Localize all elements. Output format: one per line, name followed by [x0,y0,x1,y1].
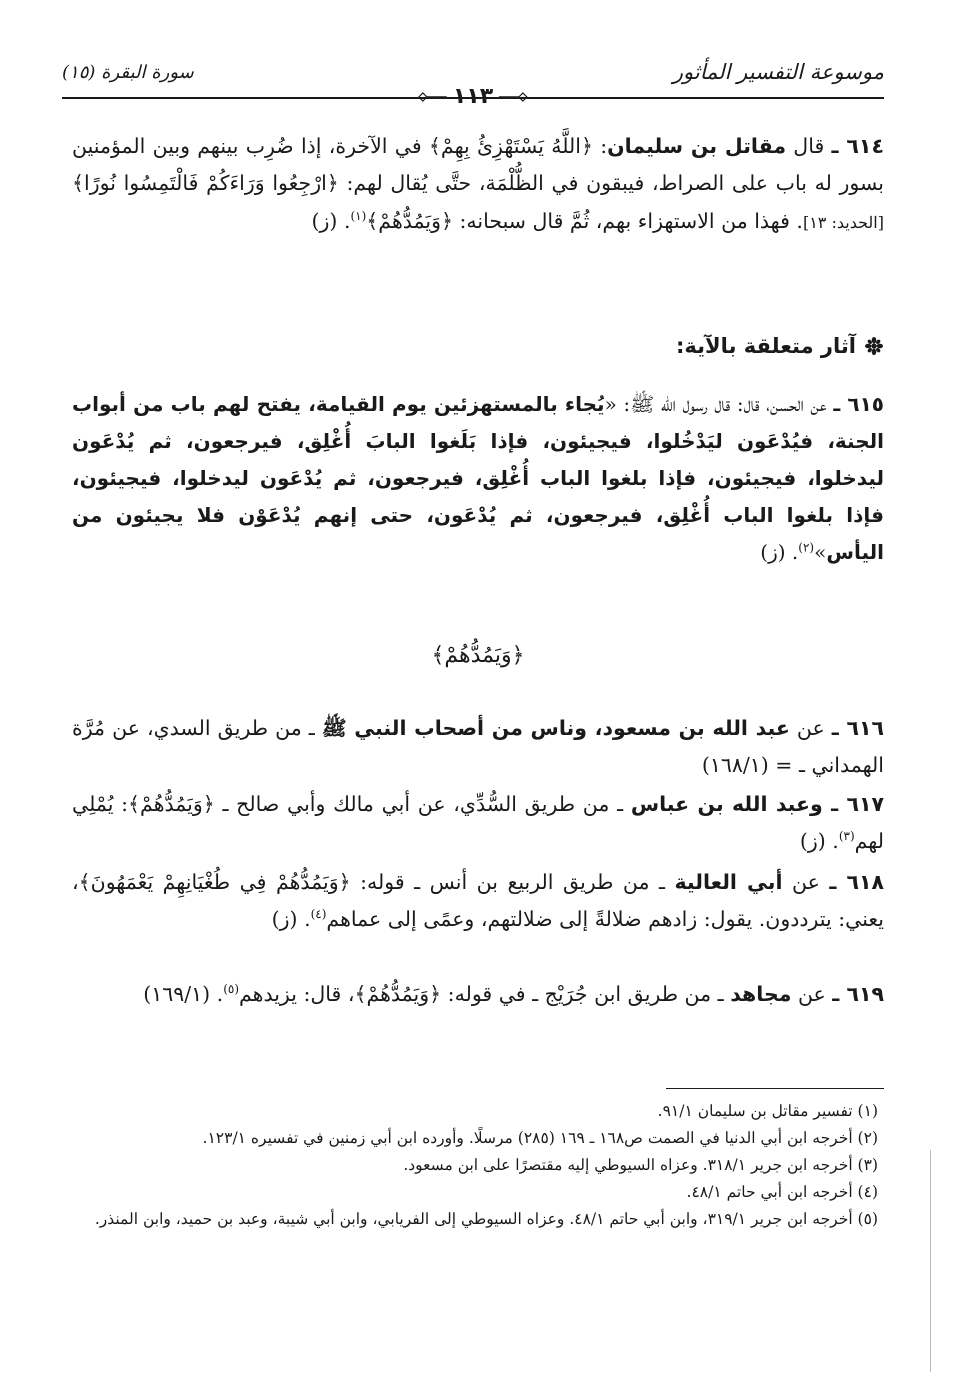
header-divider [62,97,884,99]
narration-616 [72,710,884,784]
quran-quote: ﴿ارْجِعُوا وَرَاءَكُمْ فَالْتَمِسُوا نُورًا﴾ [72,171,339,195]
hadith-text: يُجاء بالمستهزئين يوم القيامة، يفتح لهم باب من أبواب الجنة، فيُدْعَون ليَدْخُلوا، فيجيئون، فإذا بَلَغوا البابَ أُغْلِق، فيرجعون، ثم يُدْعَون ليدخلوا، فيجيئون، فإذا بلغوا الباب أُغْلِق، فيرجعون، ثم يُدْعَون ليدخلوا، فيجيئون، فإذا بلغوا الباب أُغْلِق، فيرجعون، ثم يُدْعَون، حتى إنهم يُدْعَوْن فلا يجيئون من اليأس [72,392,884,564]
narrator-name: أبي العالية [674,870,783,894]
narration-number: ٦١٤ ـ [831,134,884,158]
page-header [62,58,884,109]
narration-number: ٦١٦ ـ [831,716,885,740]
narration-number: ٦١٧ ـ [831,792,884,816]
footnote-marker[interactable]: (٤) [310,907,327,922]
narration-text: ـ من طريق السُّدِّي، عن أبي مالك وأبي صالح ـ [214,792,631,816]
narration-end: . (ز) [760,540,799,564]
narration-618 [72,864,884,938]
quran-quote: ﴿وَيَمُدُّهُمْ﴾ [354,982,442,1006]
narrator-name: مقاتل بن سليمان [607,134,787,158]
quran-quote: ﴿وَيَمُدُّهُمْ فِي طُغْيَانِهِمْ يَعْمَهُونَ﴾ [78,870,351,894]
narration-text: قال [786,134,832,158]
ayah-heading: ﴿وَيَمُدُّهُمْ﴾ [431,643,525,668]
narration-text: عن [782,870,830,894]
narration-text: : يُمْلِي لهم [72,792,884,853]
narration-text: : [592,134,608,158]
footnote-marker[interactable]: (٣) [838,829,855,844]
running-title-surah: سورة البقرة (١٥) [62,62,194,83]
quran-quote: ﴿وَيَمُدُّهُمْ﴾ [366,209,453,233]
narration-text: عن [789,716,832,740]
verse-reference: [الحديد: ١٣] [802,213,884,232]
narration-text: في الآخرة، إذا ضُرِب بينهم وبين المؤمنين بسور له باب على الصراط، فيبقون في الظُّلْمَة، حتَّى يُقال لهم: [72,134,884,195]
narrator-name: وعبد الله بن عباس [630,792,832,816]
narrator-name: عبد الله بن مسعود، وناس من أصحاب النبي ﷺ [321,716,790,740]
footnote-1: (١) تفسير مقاتل بن سليمان ٩١/١. [657,1102,878,1120]
footnote-divider [666,1088,884,1089]
scan-edge-line [930,1150,931,1372]
narration-text: ـ من طريق السدي، عن مُرَّة الهمداني ـ = (١٦٨/١) [72,716,884,777]
narration-614 [72,128,884,241]
narration-text: ، قال: يزيدهم [239,982,355,1006]
footnote-2: (٢) أخرجه ابن أبي الدنيا في الصمت ص١٦٨ ـ ١٦٩ (٢٨٥) مرسلًا. وأورده ابن أبي زمنين في تفسيره ١٢٣/١. [202,1129,878,1147]
running-title-book: موسوعة التفسير المأثور [672,60,884,84]
quote-close: » [814,540,827,564]
quran-quote: ﴿اللَّهُ يَسْتَهْزِئُ بِهِمْ﴾ [428,134,593,158]
footnote-marker[interactable]: (١) [350,209,367,224]
footnote-5: (٥) أخرجه ابن جرير ٣١٩/١، وابن أبي حاتم ٤٨/١. وعزاه السيوطي إلى الفريابي، وابن أبي شيبة، وعبد بن حميد، وابن المنذر. [94,1210,878,1228]
flower-ornament-icon [864,336,884,356]
narration-text: عن [791,982,833,1006]
footnote-3: (٣) أخرجه ابن جرير ٣١٨/١. وعزاه السيوطي إليه مقتصرًا على ابن مسعود. [403,1156,878,1174]
narration-number: ٦١٨ ـ [829,870,884,894]
narration-615 [72,386,884,571]
narration-text: ـ من طريق الربيع بن أنس ـ قوله: [350,870,675,894]
narration-text: . فهذا من الاستهزاء بهم، ثُمَّ قال سبحانه: [453,209,803,233]
page-number: ١١٣ [452,84,494,109]
section-heading-text: آثار متعلقة بالآية: [676,334,856,358]
narration-text: ـ من طريق ابن جُرَيْج ـ في قوله: [441,982,731,1006]
narration-619 [72,976,884,1013]
footnote-marker[interactable]: (٢) [798,540,815,555]
footnotes [72,1098,878,1233]
narration-text: عن الحسن، قال: قال رسول الله ﷺ: « [604,392,834,416]
footnote-marker[interactable]: (٥) [223,982,240,997]
section-heading [676,334,884,358]
narration-end: . (ز) [311,209,351,233]
narration-end: . (١٦٩/١) [143,982,224,1006]
narration-end: . (ز) [271,907,311,931]
narration-number: ٦١٥ ـ [833,392,884,416]
narrator-name: مجاهد [730,982,792,1006]
narration-617 [72,786,884,860]
narration-number: ٦١٩ ـ [832,982,884,1006]
quran-quote: ﴿وَيَمُدُّهُمْ﴾ [128,792,215,816]
footnote-4: (٤) أخرجه ابن أبي حاتم ٤٨/١. [686,1183,878,1201]
narration-text: ، يعني: يترددون. يقول: زادهم ضلالةً إلى ضلالتهم، وعمًى إلى عماهم [72,870,884,931]
narration-end: . (ز) [799,829,839,853]
